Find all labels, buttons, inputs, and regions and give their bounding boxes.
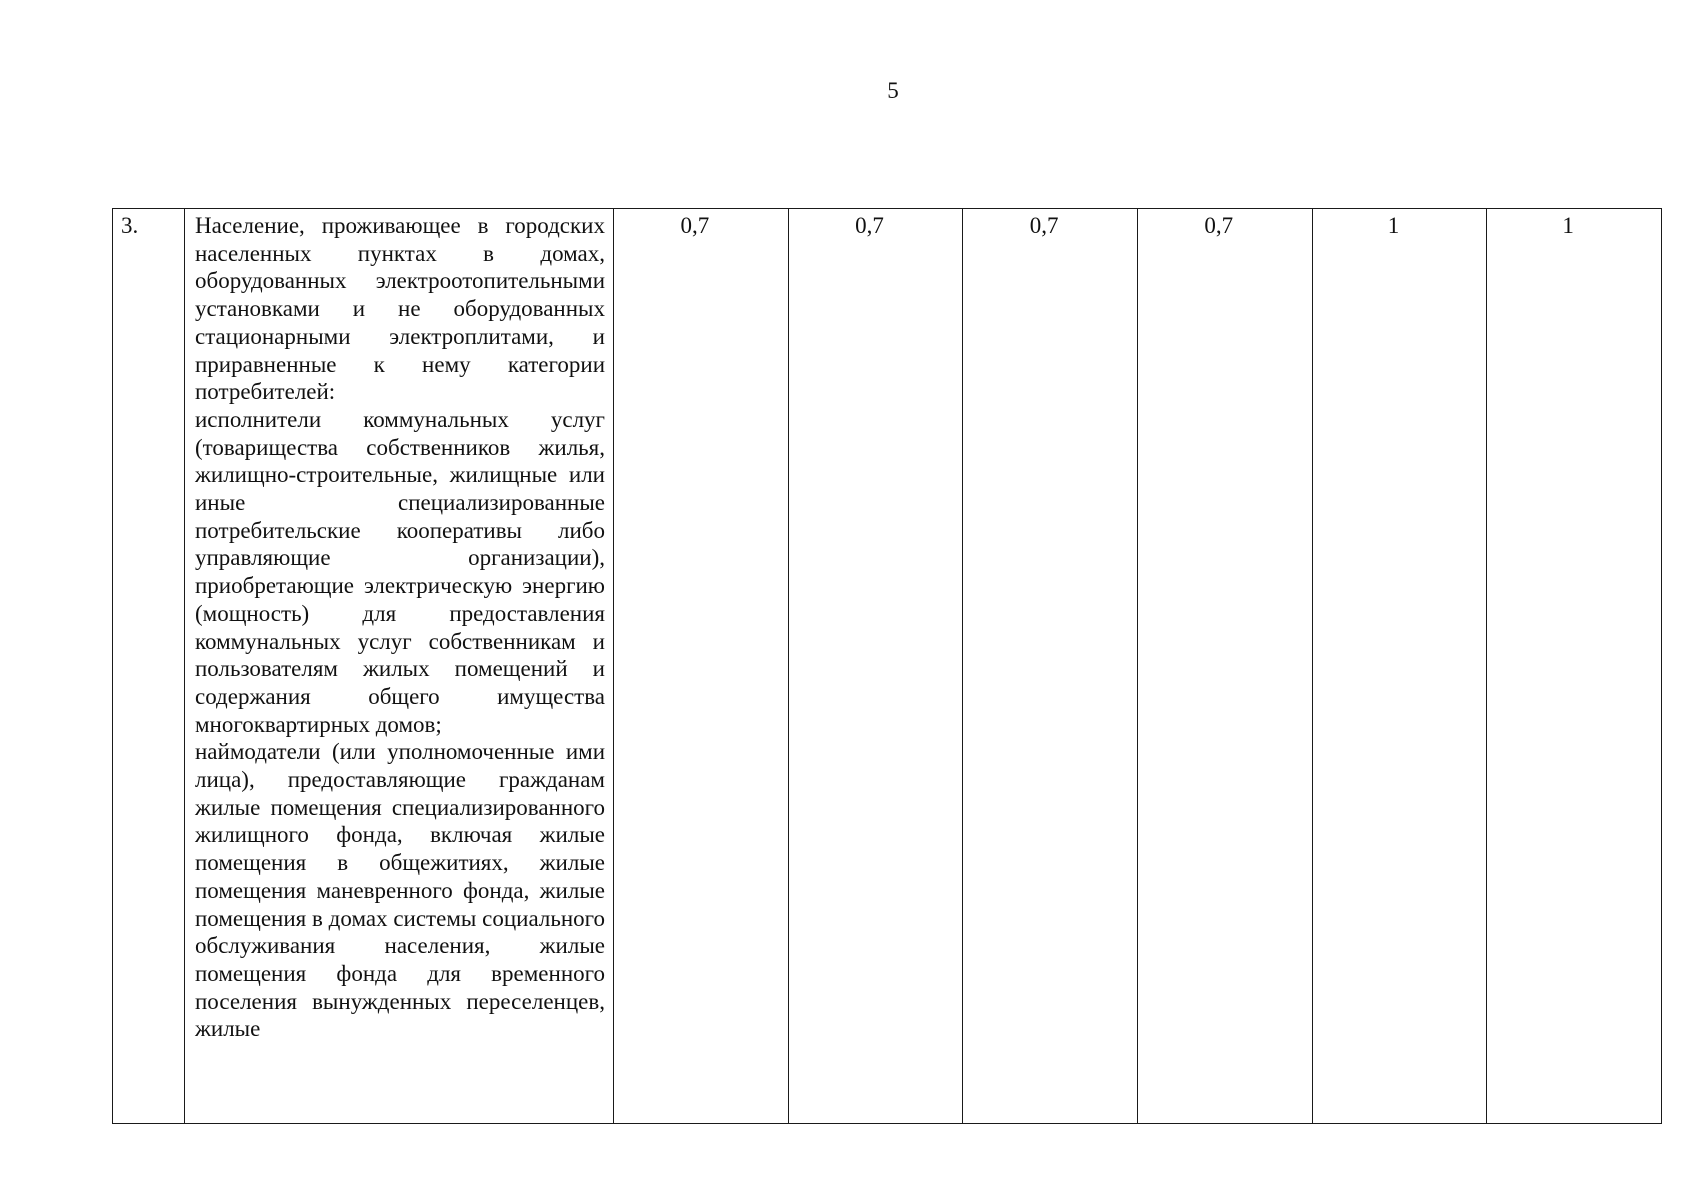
coefficient-value: 0,7	[680, 213, 710, 238]
coefficient-value: 0,7	[855, 213, 884, 238]
coefficient-value: 0,7	[1204, 213, 1234, 238]
table-row	[113, 209, 1662, 1124]
row-number: 3.	[113, 209, 185, 1124]
coefficient-value: 1	[1387, 213, 1400, 238]
page-number: 5	[887, 78, 899, 103]
coefficient-value: 1	[1562, 213, 1574, 238]
coefficient-value: 0,7	[1029, 213, 1059, 238]
category-paragraph: исполнители коммунальных услуг (товарищества собственников жилья, жилищно-строительные, жилищные или иные специализированные потребительские кооперативы либо управляющие организации), приобретающие электрическую энергию (мощность) для предоставления коммунальных услуг собственникам и пользователям жилых помещений и содержания общего имущества многоквартирных домов;	[195, 406, 605, 737]
value-cell	[1487, 209, 1662, 1124]
category-paragraph: Население, проживающее в городских населенных пунктах в домах, оборудованных электроотопительными установками и не оборудованных стационарными электроплитами, и приравненные к нему категории потребителей:	[195, 213, 605, 405]
tariff-table	[112, 208, 1662, 1124]
value-cell	[788, 209, 963, 1124]
value-cell	[614, 209, 789, 1124]
value-cell	[963, 209, 1138, 1124]
value-cell	[1137, 209, 1312, 1124]
value-cell	[1312, 209, 1487, 1124]
category-paragraph: наймодатели (или уполномоченные ими лица), предоставляющие гражданам жилые помещения специализированного жилищного фонда, включая жилые помещения в общежитиях, жилые помещения маневренного фонда, жилые помещения в домах системы социального обслуживания населения, жилые помещения фонда для временного поселения вынужденных переселенцев, жилые	[195, 739, 605, 1042]
consumer-category-cell	[185, 209, 614, 1124]
